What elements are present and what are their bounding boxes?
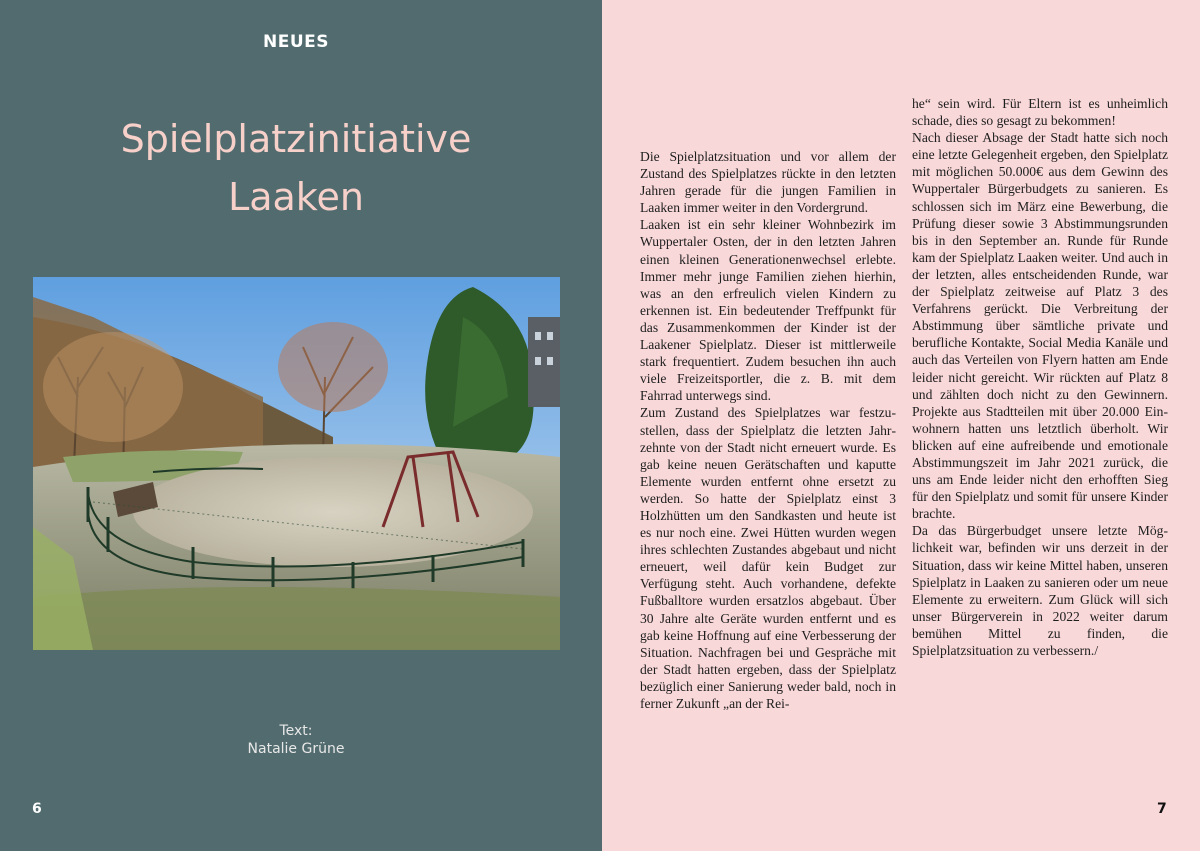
paragraph: Da das Bürgerbudget unsere letzte Möglichkeit war, befinden wir uns derzeit in der Situation, dass wir keine Mittel haben, unseren Spielplatz in Laaken zu sanieren oder um neue Elemente zu erweitern. Zum Glück will sich unser Bürgerverein in 2022 weiter darum bemühen Mittel zu finden, die Spielplatzsituation zu verbessern./ (912, 523, 1168, 658)
title-line-1: Spielplatzinitiative (120, 117, 472, 161)
author-credit (0, 722, 592, 758)
text-column-2 (912, 95, 1168, 659)
playground-photo (33, 277, 560, 650)
section-label: NEUES (262, 32, 329, 52)
paragraph: Nach dieser Absage der Stadt hatte sich noch eine letzte Gelegenheit ergeben, den Spielplatz mit möglichen 50.000€ aus dem Gewinn des Wuppertaler Bürgerbudgets zu sanieren. Es schlossen sich im März eine Bewerbung, die Prüfung dieser sowie 3 Abstimmungsrunden bis in den September an. Runde für Runde kam der Spielplatz Laaken weiter. Und auch in der letzten, alles entscheidenden Runde, war der Spielplatz zeitweise auf Platz 3 des Verfahrens gerückt. Die Verbreitung der Abstimmung über sämtliche private und berufliche Kontakte, Social Media Kanäle und auch das Verteilen von Flyern hatten am Ende leider nicht gereicht. Wir rückten auf Platz 8 und zählten doch nicht zu den Gewinnern. Projekte aus Stadtteilen mit über 20.000 Einwohnern hatten uns letztlich überholt. Wir blicken auf eine aufreibende und emotionale Abstimmungszeit im Jahr 2021 zurück, die uns am Ende leider nicht den erhofften Sieg für den Spielplatz und somit für unsere Kinder brachte. (912, 130, 1168, 522)
paragraph: Laaken ist ein sehr kleiner Wohnbezirk im Wuppertaler Osten, der in den letzten Jahren einen kleinen Generationenwechsel erlebte. Immer mehr junge Familien ziehen hierhin, was an den erfreulich vielen Kindern zu erkennen ist. Ein bedeutender Treffpunkt für das Zusammenkommen der Kinder ist der Laakener Spielplatz. Dieser ist mittlerweile stark frequentiert. Zudem besuchen ihn auch viele Freizeitsportler, die z. B. mit dem Fahrrad unterwegs sind. (640, 217, 896, 404)
page-number-right: 7 (1157, 801, 1167, 817)
paragraph: Zum Zustand des Spielplatzes war festzustellen, dass der Spielplatz die letzten Jahrzehnte von der Stadt nicht erneuert wurde. Es gab keine neuen Gerätschaften und kaputte Elemente wurden entfernt ohne ersetzt zu werden. So hatte der Spielplatz einst 3 Holzhütten um den Sandkasten und heute ist es nur noch eine. Zwei Hütten wurden wegen ihres schlechten Zustandes abgebaut und nicht erneuert, weil dafür kein Budget zur Verfügung steht. Auch vorhandene, defekte Fußballtore wurden ersatzlos abgebaut. Über 30 Jahre alte Geräte wurden entfernt und es gab keine Hoffnung auf eine Verbesserung der Situation. Nachfragen bei und Gespräche mit der Stadt hatten ergeben, dass der Spielplatz bezüglich einer Sanierung weder bald, noch in ferner Zukunft „an der Rei- (640, 405, 896, 711)
credit-label: Text: (279, 723, 313, 739)
title-line-2: Laaken (228, 175, 364, 219)
text-column-1 (640, 148, 896, 712)
page-number-left: 6 (32, 801, 42, 817)
paragraph: he“ sein wird. Für Eltern ist es unheimlich schade, dies so gesagt zu bekommen! (912, 96, 1168, 129)
credit-author: Natalie Grüne (247, 741, 345, 757)
paragraph: Die Spielplatzsituation und vor allem der Zustand des Spielplatzes rückte in den letzten Jahren gerade für die jungen Familien in Laaken immer weiter in den Vordergrund. (640, 149, 896, 216)
article-title (0, 110, 592, 226)
